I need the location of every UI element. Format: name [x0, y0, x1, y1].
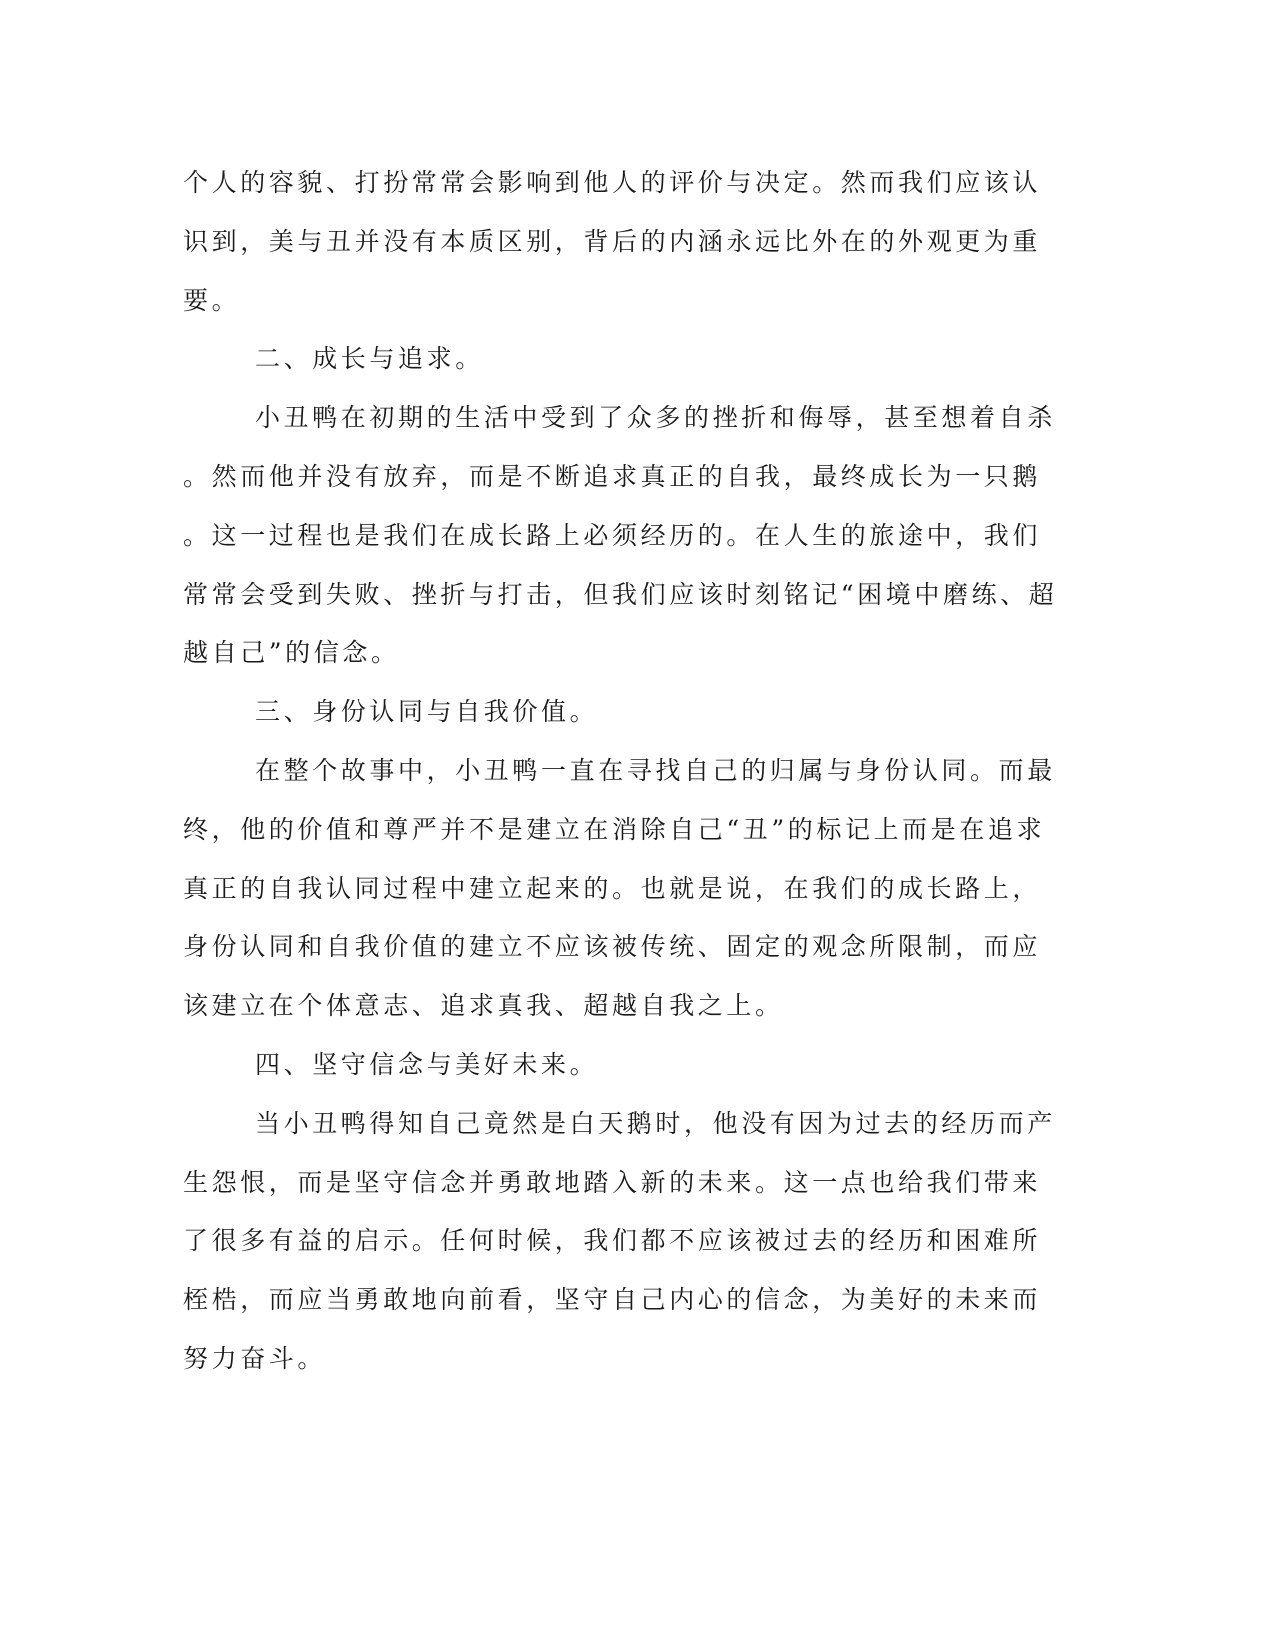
text-line: 常常会受到失败、挫折与打击，但我们应该时刻铭记“困境中磨练、超	[183, 579, 1058, 609]
paragraph-growth	[183, 389, 1058, 683]
heading-identity	[183, 683, 1033, 742]
text-line: 。这一过程也是我们在成长路上必须经历的。在人生的旅途中，我们	[183, 520, 1042, 550]
document-body	[183, 154, 1058, 1389]
text-line: 。然而他并没有放弃，而是不断追求真正的自我，最终成长为一只鹅	[183, 461, 1042, 491]
text-line: 识到，美与丑并没有本质区别，背后的内涵永远比外在的外观更为重	[183, 226, 1042, 256]
text-line: 真正的自我认同过程中建立起来的。也就是说，在我们的成长路上，	[183, 873, 1042, 903]
section-heading: 三、身份认同与自我价值。	[255, 697, 599, 727]
text-line: 生怨恨，而是坚守信念并勇敢地踏入新的未来。这一点也给我们带来	[183, 1167, 1042, 1197]
text-line: 努力奋斗。	[183, 1343, 327, 1373]
text-line: 个人的容貌、打扮常常会影响到他人的评价与决定。然而我们应该认	[183, 168, 1042, 197]
section-heading: 二、成长与追求。	[255, 344, 484, 374]
paragraph-appearance-end	[183, 154, 1042, 330]
text-line: 该建立在个体意志、追求真我、超越自我之上。	[183, 991, 784, 1021]
text-line: 终，他的价值和尊严并不是建立在消除自己“丑”的标记上而是在追求	[183, 814, 1046, 844]
text-line: 在整个故事中，小丑鸭一直在寻找自己的归属与身份认同。而最	[255, 755, 1056, 785]
text-line: 越自己”的信念。	[183, 638, 400, 668]
text-line: 要。	[183, 285, 241, 315]
paragraph-belief	[183, 1095, 1056, 1389]
paragraph-identity	[183, 742, 1056, 1036]
text-line: 身份认同和自我价值的建立不应该被传统、固定的观念所限制，而应	[183, 932, 1042, 962]
heading-growth	[183, 330, 1033, 389]
text-line: 小丑鸭在初期的生活中受到了众多的挫折和侮辱，甚至想着自杀	[255, 403, 1056, 433]
heading-belief	[183, 1036, 1033, 1095]
text-line: 当小丑鸭得知自己竟然是白天鹅时，他没有因为过去的经历而产	[255, 1108, 1056, 1138]
text-line: 桎梏，而应当勇敢地向前看，坚守自己内心的信念，为美好的未来而	[183, 1285, 1042, 1315]
section-heading: 四、坚守信念与美好未来。	[255, 1049, 599, 1079]
text-line: 了很多有益的启示。任何时候，我们都不应该被过去的经历和困难所	[183, 1226, 1042, 1256]
